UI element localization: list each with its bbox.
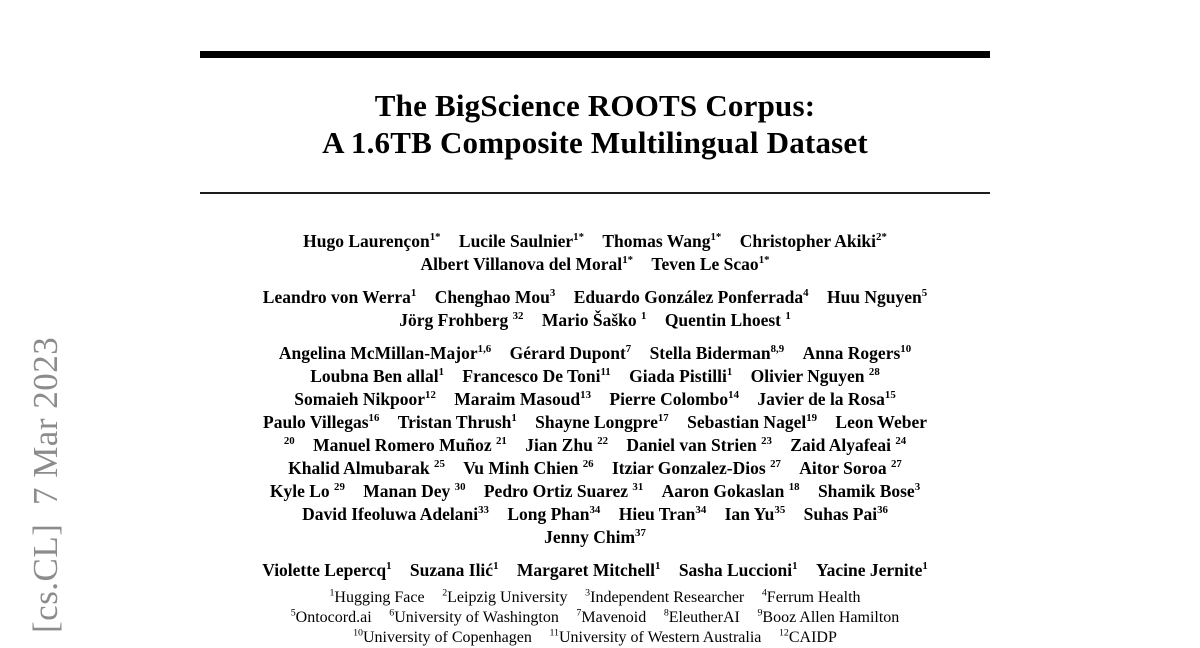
author-name: Long Phan [507, 504, 590, 524]
author-superscript: 34 [695, 504, 707, 517]
author-name: Pierre Colombo [609, 389, 729, 409]
affiliation-superscript: 6 [389, 607, 395, 619]
author-name: Leon Weber [835, 412, 927, 432]
author-superscript: 31 [632, 481, 644, 494]
author-entry [310, 366, 444, 386]
author-entry [459, 231, 584, 251]
affiliation-entry [762, 589, 861, 606]
author-name: David Ifeoluwa Adelani [302, 504, 479, 524]
author-entry [574, 287, 809, 307]
author-entry [279, 343, 491, 363]
affiliation-name: Hugging Face [334, 589, 425, 606]
affiliation-entry [389, 609, 559, 626]
author-name: Aaron Gokaslan [661, 481, 789, 501]
author-entry [629, 366, 732, 386]
author-name: Aitor Soroa [799, 458, 891, 478]
author-entry [262, 560, 391, 580]
author-name: Eduardo González Ponferrada [573, 287, 804, 307]
author-superscript: 1* [758, 254, 770, 267]
author-name: Ian Yu [724, 504, 775, 524]
author-name: Hieu Tran [618, 504, 696, 524]
author-name: Pedro Ortiz Suarez [483, 481, 633, 501]
title-rule-bottom [200, 192, 990, 194]
affiliation-entry [664, 609, 740, 626]
author-superscript: 11 [600, 366, 611, 379]
affiliation-line [200, 608, 990, 628]
author-superscript: 19 [806, 412, 818, 425]
author-superscript: 21 [495, 435, 507, 448]
author-superscript: 7 [625, 343, 632, 356]
author-groups [200, 230, 990, 582]
author-entry [835, 412, 927, 432]
author-superscript: 8,9 [770, 343, 785, 356]
author-superscript: 24 [895, 435, 907, 448]
author-name: Sebastian Nagel [687, 412, 807, 432]
author-name: Francesco De Toni [462, 366, 601, 386]
author-entry [525, 435, 608, 455]
author-superscript: 1* [429, 231, 441, 244]
affiliation-entry [576, 609, 646, 626]
author-superscript: 1 [785, 310, 791, 323]
title-rule-top [200, 51, 990, 58]
author-entry [619, 504, 707, 524]
author-entry [270, 481, 345, 501]
author-entry [662, 481, 800, 501]
author-superscript: 1 [641, 310, 647, 323]
author-superscript: 37 [635, 527, 646, 540]
affiliation-entry [779, 629, 837, 646]
affiliation-entry [291, 609, 372, 626]
author-line [200, 559, 990, 582]
author-superscript: 27 [891, 458, 902, 471]
author-name: Javier de la Rosa [757, 389, 885, 409]
author-name: Shayne Longpre [535, 412, 658, 432]
affiliation-superscript: 10 [353, 627, 363, 639]
author-name: Sasha Luccioni [678, 560, 793, 580]
affiliation-line [200, 628, 990, 648]
author-name: Loubna Ben allal [310, 366, 439, 386]
author-name: Giada Pistilli [629, 366, 727, 386]
author-name: Suhas Pai [803, 504, 878, 524]
author-entry [454, 389, 591, 409]
author-name: Manan Dey [363, 481, 455, 501]
author-line [200, 526, 990, 549]
author-entry [816, 560, 928, 580]
affiliation-superscript: 7 [576, 607, 582, 619]
affiliation-line [200, 588, 990, 608]
author-name: Anna Rogers [802, 343, 901, 363]
author-entry [542, 310, 647, 330]
affiliation-entry [329, 589, 424, 606]
affiliation-name: EleutherAI [668, 609, 740, 626]
author-name: Stella Biderman [649, 343, 771, 363]
author-line [200, 309, 990, 332]
author-name: Margaret Mitchell [516, 560, 656, 580]
author-superscript: 3 [549, 287, 556, 300]
affiliation-superscript: 3 [585, 587, 591, 599]
author-entry [803, 343, 912, 363]
author-entry [799, 458, 902, 478]
author-name: Thomas Wang [602, 231, 711, 251]
author-superscript: 1 [726, 366, 733, 379]
author-superscript: 16 [368, 412, 380, 425]
author-name: Somaieh Nikpoor [294, 389, 426, 409]
author-superscript: 1 [655, 560, 661, 573]
author-entry [302, 504, 489, 524]
author-line [200, 286, 990, 309]
author-entry [679, 560, 798, 580]
author-entry [626, 435, 772, 455]
author-entry [517, 560, 661, 580]
author-name: Tristan Thrush [397, 412, 512, 432]
affiliation-superscript: 1 [329, 587, 335, 599]
author-superscript: 30 [454, 481, 466, 494]
author-name: Leandro von Werra [262, 287, 411, 307]
author-name: Olivier Nguyen [750, 366, 869, 386]
author-name: Itziar Gonzalez-Dios [611, 458, 771, 478]
author-entry [535, 412, 669, 432]
author-entry [294, 389, 436, 409]
author-superscript: 20 [283, 435, 295, 448]
author-line [200, 388, 990, 411]
author-entry [612, 458, 781, 478]
author-name: Shamik Bose [817, 481, 915, 501]
author-superscript: 36 [877, 504, 888, 517]
author-entry [751, 366, 880, 386]
author-line [200, 411, 990, 434]
author-name: Manuel Romero Muñoz [313, 435, 496, 455]
affiliation-superscript: 2 [442, 587, 448, 599]
author-entry [507, 504, 600, 524]
author-entry [410, 560, 499, 580]
author-superscript: 1 [386, 560, 392, 573]
author-line [200, 230, 990, 253]
author-superscript: 1 [511, 412, 517, 425]
author-name: Daniel van Strien [626, 435, 762, 455]
affiliation-superscript: 4 [761, 587, 767, 599]
author-superscript: 17 [657, 412, 669, 425]
author-entry [757, 389, 895, 409]
author-superscript: 28 [868, 366, 880, 379]
author-entry [725, 504, 786, 524]
author-entry [740, 231, 887, 251]
author-entry [484, 481, 643, 501]
author-superscript: 15 [884, 389, 896, 402]
author-superscript: 1 [410, 287, 417, 300]
author-entry [544, 527, 646, 547]
author-line [200, 457, 990, 480]
author-superscript: 32 [512, 310, 524, 323]
author-entry [687, 412, 817, 432]
author-superscript: 25 [434, 458, 445, 471]
author-entry [609, 389, 739, 409]
author-entry [510, 343, 632, 363]
author-superscript: 26 [582, 458, 594, 471]
author-name: Vu Minh Chien [463, 458, 583, 478]
author-entry [665, 310, 791, 330]
author-superscript: 1* [710, 231, 722, 244]
author-superscript: 4 [803, 287, 809, 300]
author-name: Jian Zhu [525, 435, 598, 455]
author-entry [790, 435, 906, 455]
affiliation-name: Mavenoid [581, 609, 647, 626]
author-entry [462, 366, 610, 386]
affiliation-superscript: 12 [778, 627, 789, 639]
author-name: Gérard Dupont [509, 343, 626, 363]
author-entry [463, 458, 593, 478]
affiliation-name: Ferrum Health [766, 589, 861, 606]
author-name: Jenny Chim [544, 527, 636, 547]
author-entry [602, 231, 721, 251]
affiliation-superscript: 11 [549, 627, 559, 639]
author-name: Suzana Ilić [409, 560, 494, 580]
author-entry [263, 287, 417, 307]
author-name: Jörg Frohberg [399, 310, 513, 330]
author-superscript: 34 [589, 504, 601, 517]
author-entry [827, 287, 927, 307]
author-entry [284, 435, 295, 455]
author-entry [804, 504, 888, 524]
author-superscript: 22 [597, 435, 609, 448]
author-line [200, 503, 990, 526]
affiliation-name: Leipzig University [447, 589, 568, 606]
author-superscript: 1 [438, 366, 445, 379]
affiliation-name: Booz Allen Hamilton [762, 609, 900, 626]
affiliation-entry [585, 589, 744, 606]
author-group [200, 559, 990, 582]
author-superscript: 12 [425, 389, 436, 402]
author-name: Quentin Lhoest [664, 310, 786, 330]
author-line [200, 480, 990, 503]
author-superscript: 3 [914, 481, 921, 494]
affiliation-name: CAIDP [788, 629, 837, 646]
author-superscript: 1* [573, 231, 584, 244]
affiliation-name: University of Western Australia [559, 629, 762, 646]
author-superscript: 14 [728, 389, 739, 402]
author-name: Zaid Alyafeai [790, 435, 896, 455]
author-name: Christopher Akiki [739, 231, 877, 251]
author-superscript: 2* [876, 231, 887, 244]
author-group [200, 342, 990, 549]
author-superscript: 1* [622, 254, 634, 267]
affiliation-name: University of Washington [394, 609, 559, 626]
author-superscript: 18 [788, 481, 800, 494]
author-entry [263, 412, 379, 432]
paper-title [200, 87, 990, 161]
author-entry [435, 287, 556, 307]
author-entry [363, 481, 465, 501]
affiliation-name: University of Copenhagen [363, 629, 532, 646]
author-name: Maraim Masoud [454, 389, 581, 409]
author-entry [303, 231, 440, 251]
author-superscript: 33 [478, 504, 489, 517]
title-line-1: The BigScience ROOTS Corpus: [374, 88, 816, 123]
author-entry [288, 458, 445, 478]
affiliation-entry [549, 629, 761, 646]
author-superscript: 1 [493, 560, 499, 573]
author-group [200, 230, 990, 276]
author-superscript: 27 [770, 458, 781, 471]
author-group [200, 286, 990, 332]
author-name: Yacine Jernite [815, 560, 923, 580]
affiliation-superscript: 8 [663, 607, 669, 619]
author-superscript: 1 [792, 560, 798, 573]
author-line [200, 342, 990, 365]
author-line [200, 434, 990, 457]
author-superscript: 13 [580, 389, 592, 402]
affiliation-lines [200, 588, 990, 648]
title-line-2: A 1.6TB Composite Multilingual Dataset [322, 125, 868, 160]
author-name: Angelina McMillan-Major [278, 343, 478, 363]
affiliation-superscript: 5 [290, 607, 296, 619]
author-entry [818, 481, 920, 501]
affiliation-superscript: 9 [757, 607, 763, 619]
paper-content [200, 0, 990, 648]
affiliation-name: Ontocord.ai [295, 609, 372, 626]
affiliation-entry [757, 609, 899, 626]
affiliation-entry [442, 589, 567, 606]
author-entry [650, 343, 785, 363]
author-superscript: 5 [921, 287, 928, 300]
author-superscript: 1,6 [477, 343, 492, 356]
author-line [200, 365, 990, 388]
author-name: Kyle Lo [269, 481, 335, 501]
author-superscript: 10 [900, 343, 912, 356]
arxiv-watermark: [cs.CL] 7 Mar 2023 [26, 336, 65, 633]
author-entry [399, 310, 523, 330]
author-superscript: 23 [761, 435, 772, 448]
author-name: Hugo Laurençon [303, 231, 430, 251]
affiliation-name: Independent Researcher [590, 589, 745, 606]
author-superscript: 35 [774, 504, 786, 517]
author-superscript: 1 [922, 560, 928, 573]
author-name: Paulo Villegas [263, 412, 369, 432]
author-name: Chenghao Mou [434, 287, 550, 307]
author-name: Albert Villanova del Moral [420, 254, 623, 274]
author-name: Teven Le Scao [651, 254, 759, 274]
author-name: Lucile Saulnier [458, 231, 574, 251]
author-entry [420, 254, 633, 274]
author-name: Khalid Almubarak [288, 458, 435, 478]
author-entry [398, 412, 517, 432]
author-entry [651, 254, 769, 274]
author-line [200, 253, 990, 276]
author-entry [313, 435, 507, 455]
author-name: Huu Nguyen [826, 287, 922, 307]
author-superscript: 29 [334, 481, 345, 494]
affiliation-entry [353, 629, 532, 646]
author-name: Mario Šaško [541, 310, 642, 330]
author-name: Violette Lepercq [262, 560, 387, 580]
